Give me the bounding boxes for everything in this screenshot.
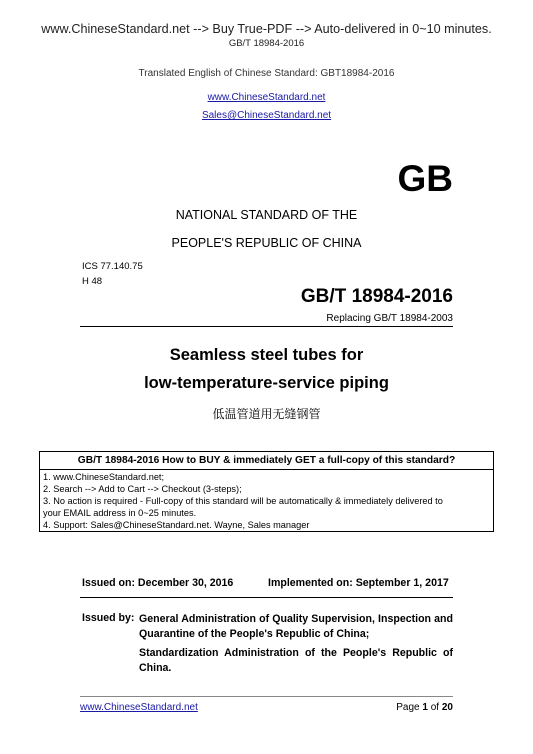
buy-step-4: 4. Support: Sales@ChineseStandard.net. Wayne, Sales manager [43, 520, 310, 530]
page-indicator [396, 702, 453, 713]
replacing-note: Replacing GB/T 18984-2003 [326, 313, 453, 324]
implemented-date: Implemented on: September 1, 2017 [268, 577, 449, 589]
header-doc-code: GB/T 18984-2016 [228, 38, 305, 49]
website-link-row [0, 87, 533, 105]
footer-link[interactable]: www.ChineseStandard.net [80, 702, 198, 713]
translated-note: Translated English of Chinese Standard: GBT18984-2016 [138, 68, 395, 79]
buy-step-1[interactable]: 1. www.ChineseStandard.net; [43, 472, 165, 482]
issuer-line1: General Administration of Quality Supervision, Inspection and Quarantine of the People's Republic of China; [139, 613, 453, 640]
national-standard-line1: NATIONAL STANDARD OF THE [175, 208, 358, 222]
email-link[interactable]: Sales@ChineseStandard.net [201, 110, 332, 121]
h-code: H 48 [82, 276, 103, 287]
buy-box [39, 451, 494, 532]
buy-step-3: 3. No action is required - Full-copy of this standard will be automatically & immediately delivered to [43, 496, 443, 506]
classification-codes [82, 259, 143, 289]
buy-box-heading: GB/T 18984-2016 How to BUY & immediately GET a full-copy of this standard? [77, 455, 456, 466]
national-standard-line2: PEOPLE'S REPUBLIC OF CHINA [171, 236, 362, 250]
issuer-line2: Standardization Administration of the People's Republic of China. [139, 647, 453, 674]
issued-date: Issued on: December 30, 2016 [82, 577, 234, 589]
buy-step-3-cont: your EMAIL address in 0~25 minutes. [43, 508, 197, 518]
page-prefix: Page [396, 702, 423, 713]
buy-step-2: 2. Search --> Add to Cart --> Checkout (3-steps); [43, 484, 242, 494]
page-number: 1 [422, 702, 428, 713]
page-of: of [427, 702, 442, 713]
page-total: 20 [441, 702, 453, 713]
title-line1: Seamless steel tubes for [169, 346, 364, 364]
header-divider [80, 326, 453, 327]
title-line2: low-temperature-service piping [144, 374, 389, 392]
footer-divider [80, 696, 453, 697]
gb-mark: GB [397, 158, 453, 199]
ics-code: ICS 77.140.75 [82, 261, 143, 272]
standard-code: GB/T 18984-2016 [300, 286, 453, 307]
buy-box-divider [40, 469, 493, 470]
email-link-row [0, 105, 533, 123]
title-chinese: 低温管道用无缝钢管 [212, 407, 321, 421]
issued-by-label: Issued by: [82, 612, 135, 624]
website-link[interactable]: www.ChineseStandard.net [207, 92, 326, 103]
dates-divider [80, 597, 453, 598]
top-banner: www.ChineseStandard.net --> Buy True-PDF --> Auto-delivered in 0~10 minutes. [41, 22, 492, 36]
